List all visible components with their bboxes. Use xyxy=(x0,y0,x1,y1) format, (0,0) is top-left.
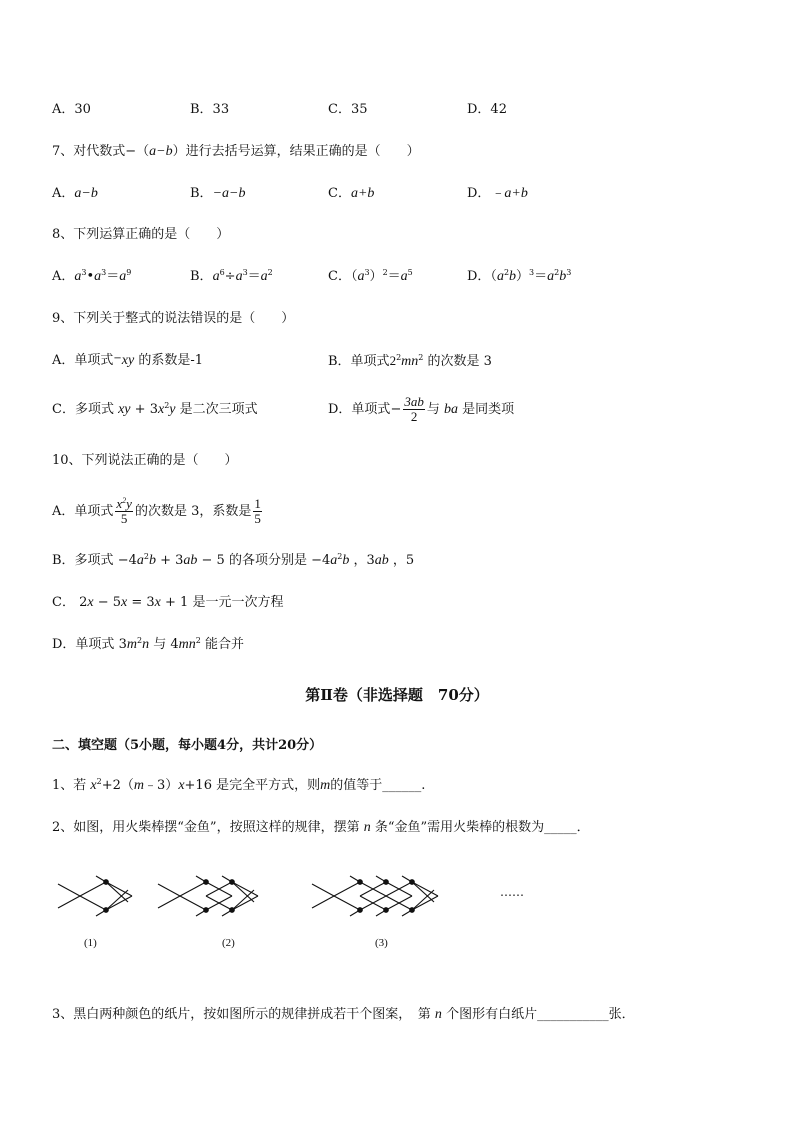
matchstick xyxy=(334,896,360,910)
figure-label-2: (2) xyxy=(222,937,235,949)
q9-option-c: C．多项式 xy + $3x^2y$ 是二次三项式 xyxy=(52,401,258,417)
matchstick xyxy=(376,910,386,916)
q9-option-b: B．单项式$2^2mn^2$ 的次数是 3 xyxy=(328,353,492,369)
matchstick xyxy=(222,876,232,882)
q7-option-d: D．﹣a+b xyxy=(467,186,528,201)
q7-option-a: A．a−b xyxy=(52,186,98,201)
fish-drawing xyxy=(58,876,438,916)
q7-stem: 7、对代数式−（a−b）进行去括号运算，结果正确的是（ ） xyxy=(52,144,420,159)
q10-option-d: D．单项式 $3m^2n$ 与 $4mn^2$ 能合并 xyxy=(52,636,244,652)
q8-option-a: A．$a^3•a^3=a^9$ xyxy=(52,268,132,284)
q6-option-b: B．33 xyxy=(190,102,230,117)
fill-question-3: 3、黑白两种颜色的纸片，按如图所示的规律拼成若干个图案， 第 n 个图形有白纸片___________张． xyxy=(52,1007,635,1022)
q9-option-a: A．单项式−xy 的系数是-1 xyxy=(52,353,204,368)
figure-label-1: (1) xyxy=(84,937,97,949)
figure-ellipsis: …… xyxy=(500,885,524,899)
matchstick xyxy=(80,896,106,910)
matchstick xyxy=(58,884,80,896)
matchstick xyxy=(96,876,106,882)
matchstick xyxy=(80,882,106,896)
q9-stem: 9、下列关于整式的说法错误的是（ ） xyxy=(52,311,295,326)
matchstick xyxy=(222,910,232,916)
q8-option-d: D．$(a^2b)^3=a^2b^3$ xyxy=(467,268,572,284)
matchstick xyxy=(158,884,180,896)
q9-option-d: D．单项式− $\frac{3ab}{2}$ 与 ba 是同类项 xyxy=(328,394,515,424)
matchstick xyxy=(180,896,206,910)
fill-question-1: 1、若 $x^2+2(m﹣3)x+16$ 是完全平方式，则m的值等于______. xyxy=(52,777,426,793)
q8-stem: 8、下列运算正确的是（ ） xyxy=(52,227,230,242)
matchstick xyxy=(334,882,360,896)
q10-option-b: B．多项式 $-4a^2b + 3ab - 5$ 的各项分别是 $-4a^2b$ ，3ab ，5 xyxy=(52,552,415,568)
q6-option-d: D．42 xyxy=(467,102,507,117)
q8-option-b: B．$a^6\div a^3=a^2$ xyxy=(190,268,273,284)
matchstick xyxy=(158,896,180,908)
matchstick xyxy=(376,876,386,882)
goldfish-matchstick-figure xyxy=(50,858,550,968)
figure-label-3: (3) xyxy=(375,937,388,949)
matchstick xyxy=(350,876,360,882)
q10-stem: 10、下列说法正确的是（ ） xyxy=(52,453,238,468)
q10-option-a: A．单项式 $\frac{x^2y}{5}$ 的次数是 3，系数是 $\frac{1}{5}$ xyxy=(52,496,261,526)
q8-option-c: C．$(a^3)^2=a^5$ xyxy=(328,268,413,284)
matchstick xyxy=(402,910,412,916)
fill-question-2: 2、如图，用火柴棒摆“金鱼”，按照这样的规律，摆第 n 条“金鱼”需用火柴棒的根数为_____． xyxy=(52,820,590,835)
matchstick xyxy=(350,910,360,916)
matchstick xyxy=(312,884,334,896)
matchstick xyxy=(180,882,206,896)
matchstick xyxy=(312,896,334,908)
matchstick xyxy=(196,910,206,916)
q6-option-a: A．30 xyxy=(52,102,91,117)
q7-option-b: B．−a−b xyxy=(190,186,246,201)
matchstick xyxy=(96,910,106,916)
matchstick xyxy=(402,876,412,882)
q6-option-c: C．35 xyxy=(328,102,368,117)
q10-option-c: C． 2x − 5x = 3x + 1 是一元一次方程 xyxy=(52,595,284,610)
section-heading: 二、填空题（5小题，每小题4分，共计20分） xyxy=(52,738,323,753)
matchstick xyxy=(196,876,206,882)
section-title: 第Ⅱ卷（非选择题 70分） xyxy=(305,686,489,704)
matchstick xyxy=(58,896,80,908)
q7-option-c: C．a+b xyxy=(328,186,375,201)
